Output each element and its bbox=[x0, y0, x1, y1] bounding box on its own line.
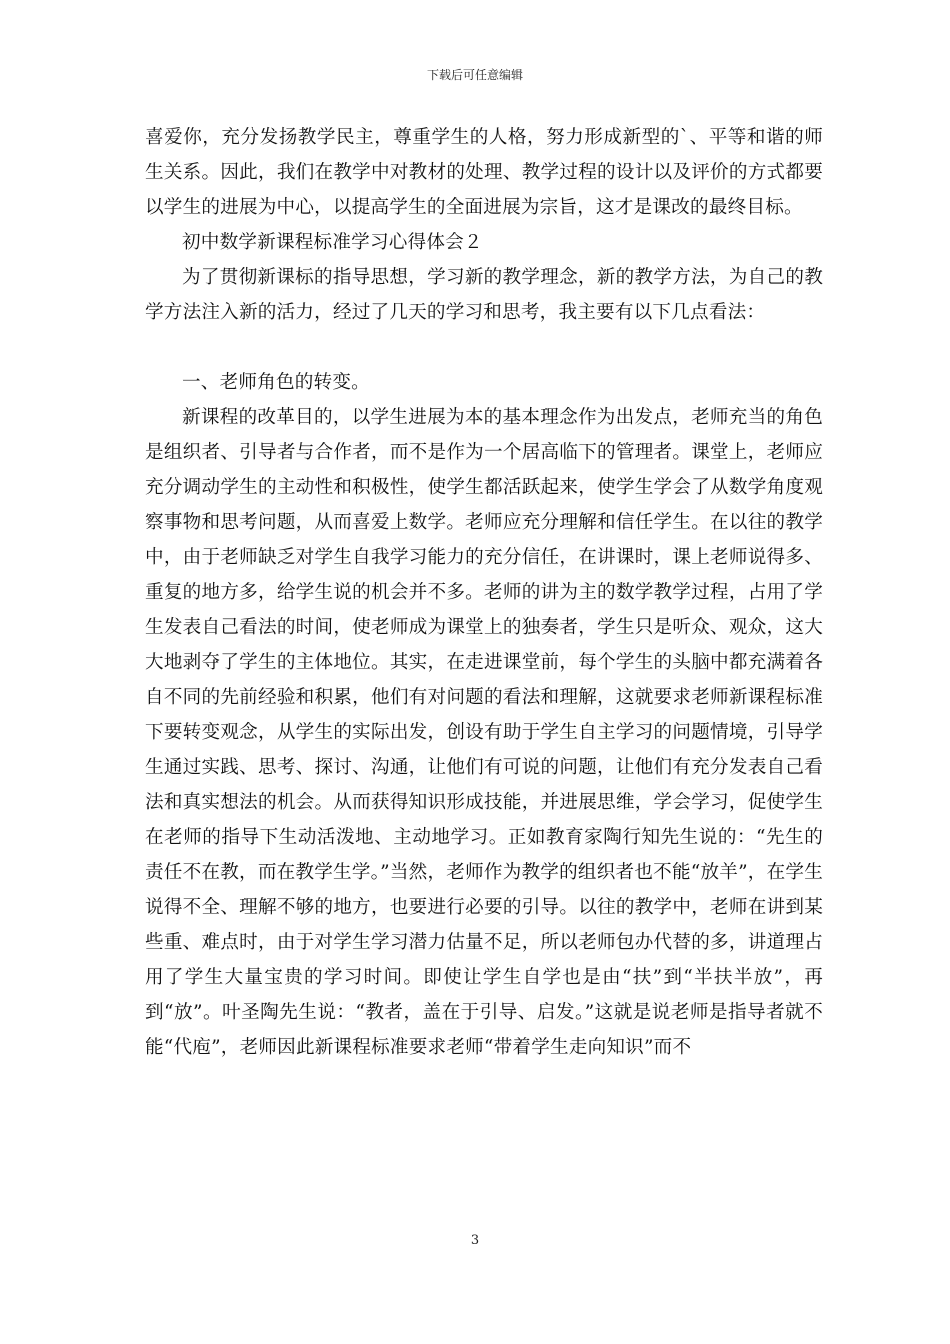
paragraph-intro: 为了贯彻新课标的指导思想，学习新的教学理念，新的教学方法，为自己的教学方法注入新的活力，经过了几天的学习和思考，我主要有以下几点看法： bbox=[145, 267, 823, 323]
section-heading: 一、老师角色的转变。 bbox=[182, 372, 370, 393]
paragraph-continuation: 喜爱你，充分发扬教学民主，尊重学生的人格，努力形成新型的`、平等和谐的师生关系。因此，我们在教学中对教材的处理、教学过程的设计以及评价的方式都要以学生的进展为中心，以提高学生的全面进展为宗旨，这才是课改的最终目标。 bbox=[145, 127, 823, 218]
page-header: 下载后可任意编辑 bbox=[426, 68, 523, 82]
paragraph-main: 新课程的改革目的，以学生进展为本的基本理念作为出发点，老师充当的角色是组织者、引导者与合作者，而不是作为一个居高临下的管理者。课堂上，老师应充分调动学生的主动性和积极性，使学生都活跃起来，使学生学会了从数学角度观察事物和思考问题，从而喜爱上数学。老师应充分理解和信任学生。在以往的教学中，由于老师缺乏对学生自我学习能力的充分信任，在讲课时，课上老师说得多、重复的地方多，给学生说的机会并不多。老师的讲为主的数学教学过程，占用了学生发表自己看法的时间，使老师成为课堂上的独奏者，学生只是听众、观众，这大大地剥夺了学生的主体地位。其实，在走进课堂前，每个学生的头脑中都充满着各自不同的先前经验和积累，他们有对问题的看法和理解，这就要求老师新课程标准下要转变观念，从学生的实际出发，创设有助于学生自主学习的问题情境，引导学生通过实践、思考、探讨、沟通，让他们有可说的问题，让他们有充分发表自己看法和真实想法的机会。从而获得知识形成技能，并进展思维，学会学习，促使学生在老师的指导下生动活泼地、主动地学习。正如教育家陶行知先生说的：“先生的责任不在教，而在教学生学。”当然，老师作为教学的组织者也不能“放羊”，在学生说得不全、理解不够的地方，也要进行必要的引导。以往的教学中，老师在讲到某些重、难点时，由于对学生学习潜力估量不足，所以老师包办代替的多，讲道理占用了学生大量宝贵的学习时间。即使让学生自学也是由“扶”到“半扶半放”，再到“放”。叶圣陶先生说：“教者，盖在于引导、启发。”这就是说老师是指导者就不能“代庖”，老师因此新课程标准要求老师“带着学生走向知识”而不 bbox=[145, 407, 823, 1058]
section-title: 初中数学新课程标准学习心得体会２ bbox=[182, 232, 483, 253]
page-number: 3 bbox=[470, 1233, 480, 1248]
document-body bbox=[145, 120, 823, 1065]
